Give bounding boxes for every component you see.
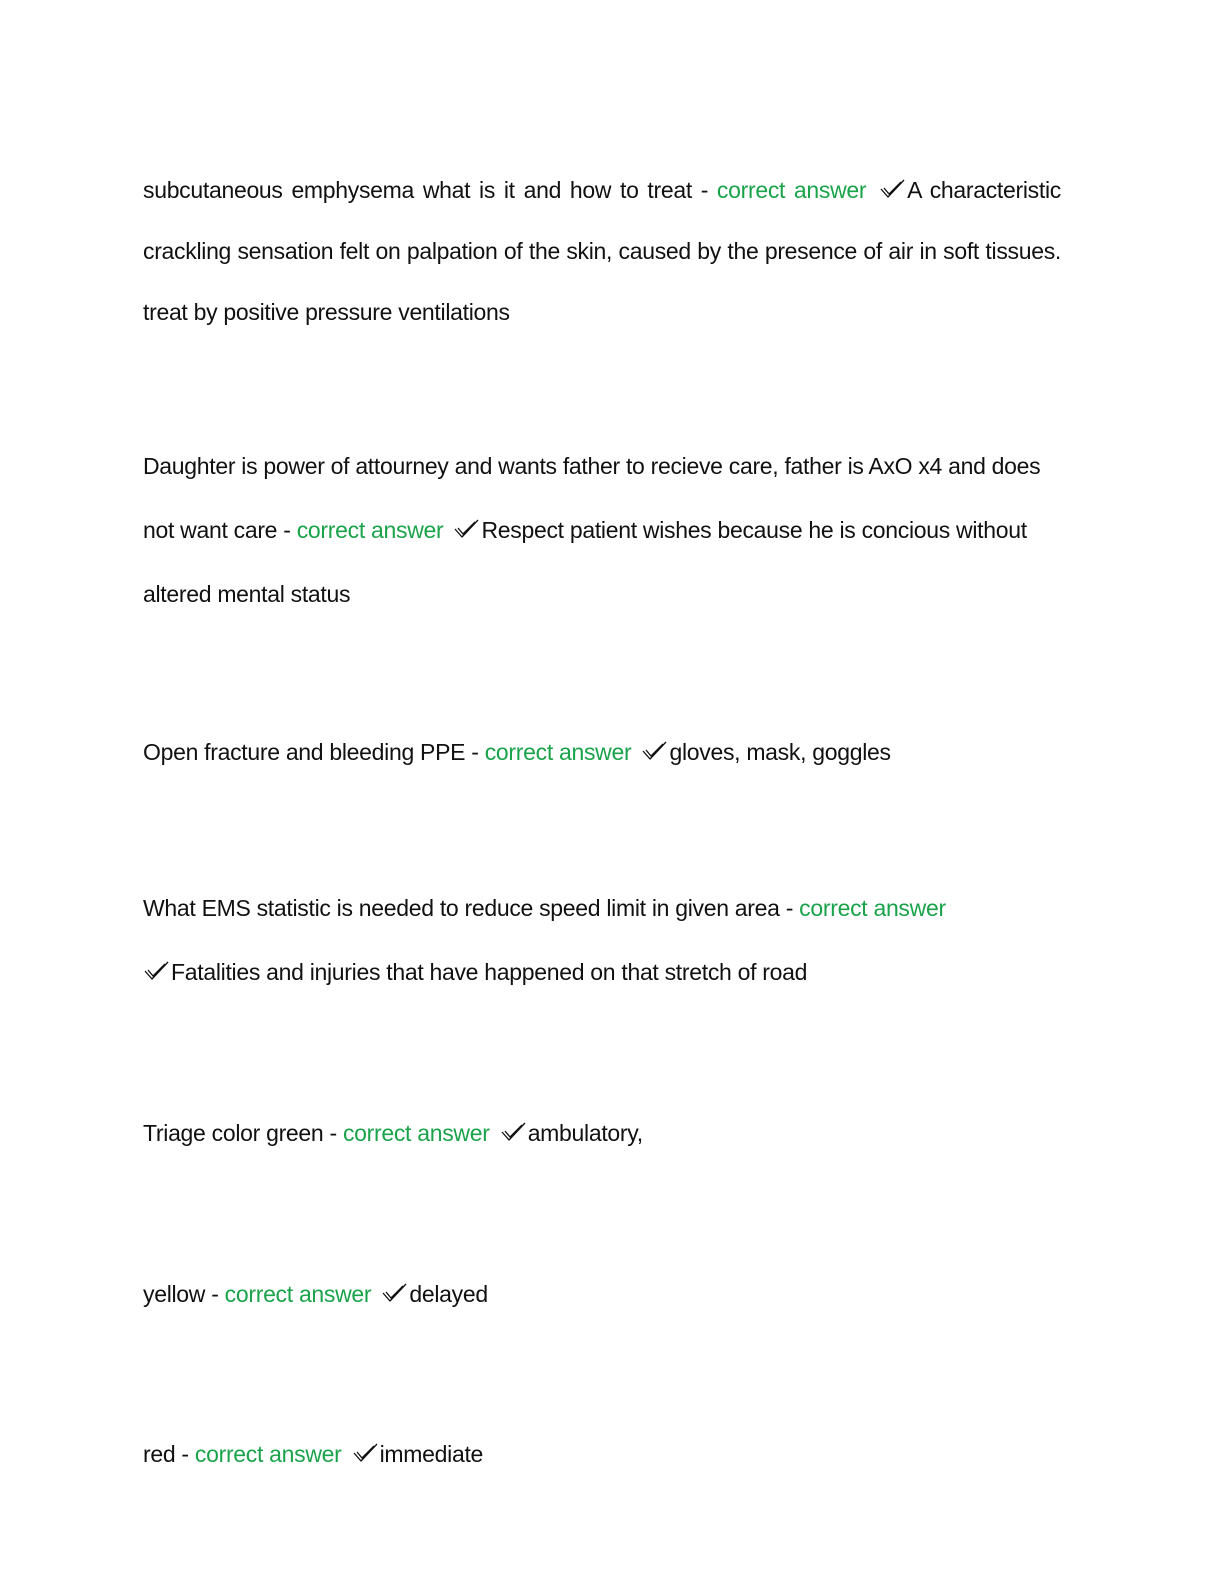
question-text: Daughter is power of attourney and wants father to recieve care, father is AxO x4 and does not want care - [143, 453, 1041, 543]
check-mark-icon [641, 740, 668, 762]
qa-item-7 [143, 1424, 1061, 1485]
answer-text: immediate [379, 1441, 484, 1467]
answer-label: correct answer [342, 1120, 490, 1146]
qa-item-6 [143, 1264, 1061, 1325]
answer-text: gloves, mask, goggles [669, 739, 891, 765]
check-mark-icon [143, 960, 170, 982]
qa-item-3 [143, 722, 1061, 783]
question-text: red - [143, 1441, 189, 1467]
check-mark-icon [352, 1442, 379, 1464]
check-mark-icon [381, 1282, 408, 1304]
qa-item-4 [143, 876, 1061, 1004]
check-mark-icon [879, 178, 906, 200]
answer-label: correct answer [194, 1441, 342, 1467]
answer-label: correct answer [716, 177, 867, 203]
answer-label: correct answer [296, 517, 444, 543]
check-mark-icon [500, 1121, 527, 1143]
question-text: subcutaneous emphysema what is it and how to treat - [143, 177, 709, 203]
question-text: Triage color green - [143, 1120, 337, 1146]
answer-label: correct answer [484, 739, 632, 765]
question-text: yellow - [143, 1281, 219, 1307]
qa-item-2 [143, 434, 1061, 626]
answer-text: delayed [409, 1281, 488, 1307]
question-text: Open fracture and bleeding PPE - [143, 739, 479, 765]
answer-text: Respect patient wishes because he is concious without altered mental status [143, 517, 1027, 607]
answer-label: correct answer [224, 1281, 372, 1307]
question-text: What EMS statistic is needed to reduce speed limit in given area - [143, 895, 794, 921]
answer-text: Fatalities and injuries that have happened on that stretch of road [171, 959, 808, 985]
answer-text: ambulatory, [527, 1120, 643, 1146]
answer-text: A characteristic crackling sensation felt on palpation of the skin, caused by the presence of air in soft tissues. treat by positive pressure ventilations [143, 177, 1061, 325]
document-page [143, 0, 1061, 1584]
qa-item-5 [143, 1103, 1061, 1164]
check-mark-icon [453, 518, 480, 540]
answer-label: correct answer [799, 895, 946, 921]
qa-item-1 [143, 160, 1061, 343]
